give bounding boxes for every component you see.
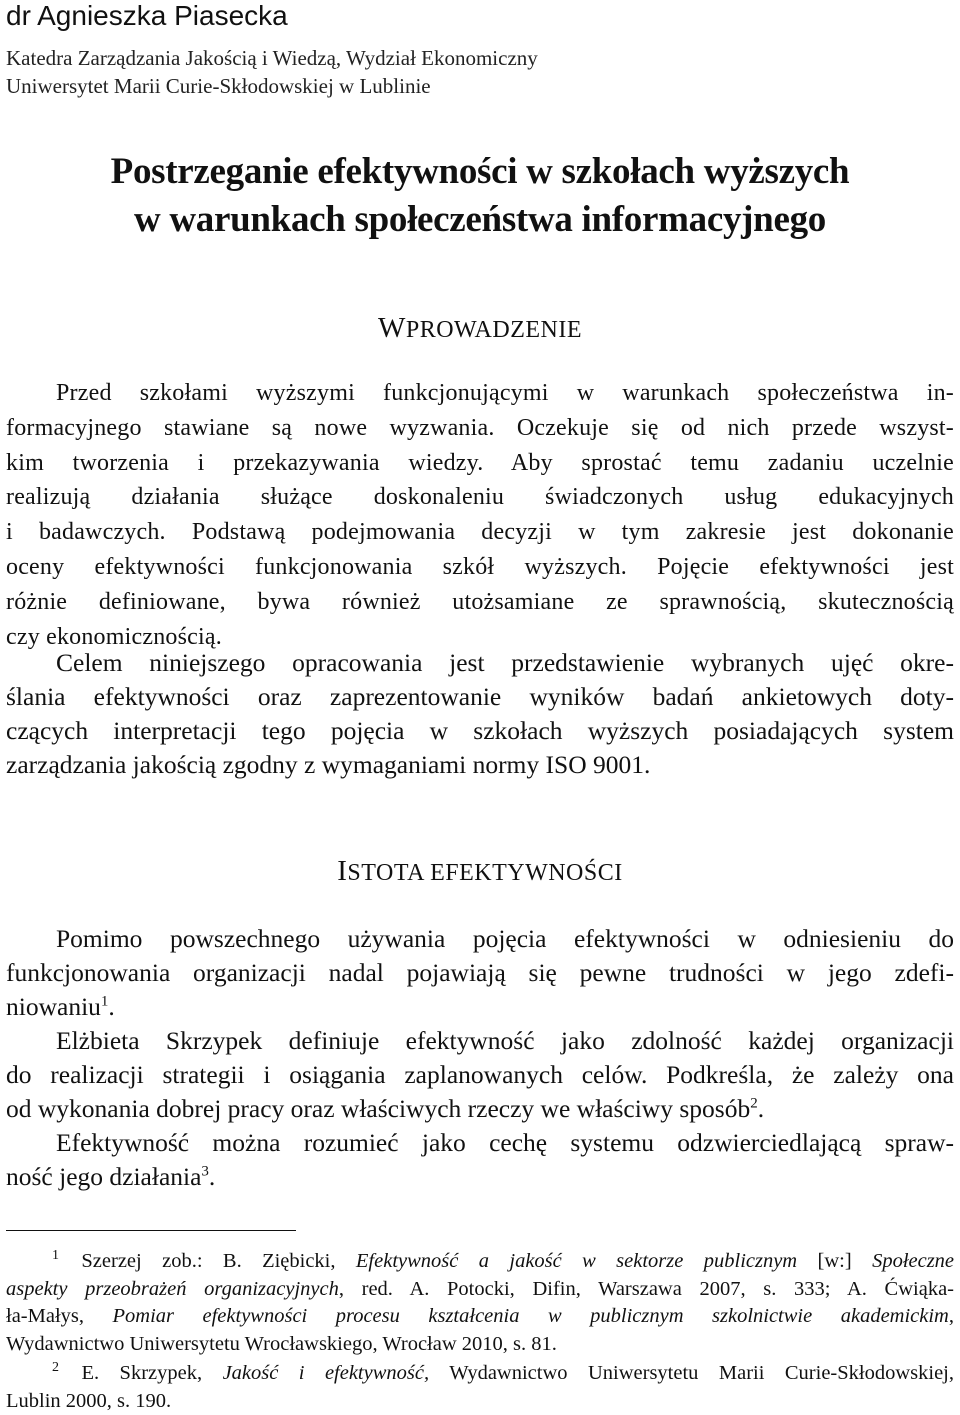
text-line: ność jego działania$^3$. [6, 1162, 954, 1196]
footnote-line: Wydawnictwo Uniwersytetu Wrocławskiego, Wrocław 2010, s. 81. [6, 1331, 954, 1359]
text-fragment: od wykonania dobrej pracy oraz właściwych rzeczy we właściwy sposób [6, 1094, 750, 1123]
footnote-line [6, 1303, 954, 1331]
text-line: czy ekonomicznością. [6, 624, 954, 659]
citation-title: Społeczne [872, 1250, 954, 1272]
citation-title: Pomiar efektywności procesu kształcenia w publicznym szkolnictwie akademickim [113, 1305, 949, 1327]
heading-rest: STOTA EFEKTYWNOŚCI [347, 860, 622, 886]
heading-initial: I [337, 855, 347, 887]
text-line: Elżbieta Skrzypek definiuje efektywność jako zdolność każdej organizacji [6, 1026, 954, 1060]
footnote-2 [6, 1360, 954, 1415]
footnote-ref: 1 [101, 994, 109, 1010]
footnote-line [6, 1276, 954, 1304]
author-name: dr Agnieszka Piasecka [6, 0, 288, 32]
affiliation-line: Uniwersytet Marii Curie-Skłodowskiej w Lublinie [6, 72, 538, 100]
text-line: od wykonania dobrej pracy oraz właściwych rzeczy we właściwy sposób$^2$. [6, 1094, 954, 1128]
paper-title [6, 148, 954, 244]
text-fragment: , red. A. Potocki, Difin, Warszawa 2007, s. 333; A. Ćwiąka- [339, 1278, 954, 1300]
section-heading-essence [6, 855, 954, 888]
text-fragment: ność jego działania [6, 1162, 201, 1191]
text-line: różnie definiowane, bywa również utożsamiane ze sprawnością, skutecznością [6, 589, 954, 624]
text-line: ślania efektywności oraz zaprezentowanie wyników badań ankietowych doty- [6, 682, 954, 716]
heading-rest: PROWADZENIE [406, 317, 582, 343]
text-line: niowaniu$^1$. [6, 992, 954, 1026]
affiliation [6, 44, 538, 100]
footnote-mark: 2 [52, 1360, 59, 1375]
text-line: kim tworzenia i przekazywania wiedzy. Aby sprostać temu zadaniu uczelnie [6, 450, 954, 485]
text-line: Efektywność można rozumieć jako cechę systemu odzwierciedlającą spraw- [6, 1128, 954, 1162]
title-line: Postrzeganie efektywności w szkołach wyższych [6, 148, 954, 196]
citation-title: Efektywność a jakość w sektorze publicznym [356, 1250, 797, 1272]
text-line: formacyjnego stawiane są nowe wyzwania. Oczekuje się od nich przede wszyst- [6, 415, 954, 450]
affiliation-line: Katedra Zarządzania Jakością i Wiedzą, Wydział Ekonomiczny [6, 44, 538, 72]
footnote-1 [6, 1248, 954, 1358]
text-line: realizują działania służące doskonaleniu świadczonych usług edukacyjnych [6, 484, 954, 519]
text-line: do realizacji strategii i osiągania zaplanowanych celów. Podkreśla, że zależy ona [6, 1060, 954, 1094]
footnote-ref: 3 [201, 1164, 209, 1180]
text-line: Przed szkołami wyższymi funkcjonującymi w warunkach społeczeństwa in- [6, 380, 954, 415]
paragraph-intro [6, 380, 954, 658]
text-fragment: [w:] [818, 1250, 852, 1272]
heading-initial: W [378, 312, 406, 344]
text-fragment: ła-Małys, [6, 1305, 84, 1327]
text-line: Pomimo powszechnego używania pojęcia efektywności w odniesieniu do [6, 924, 954, 958]
footnote-ref: 2 [750, 1096, 758, 1112]
paragraph-essence [6, 924, 954, 1196]
footnote-separator [6, 1230, 296, 1231]
title-line: w warunkach społeczeństwa informacyjnego [6, 196, 954, 244]
citation-title: aspekty przeobrażeń organizacyjnych [6, 1278, 339, 1300]
footnote-mark: 1 [52, 1248, 59, 1263]
footnote-line: Lublin 2000, s. 190. [6, 1388, 954, 1415]
footnote-line [6, 1360, 954, 1388]
citation-title: Jakość i efektywność, [223, 1362, 430, 1384]
text-fragment: niowaniu [6, 992, 101, 1021]
text-fragment: Wydawnictwo Uniwersytetu Marii Curie-Skłodowskiej, [449, 1362, 954, 1384]
text-line: oceny efektywności funkcjonowania szkół wyższych. Pojęcie efektywności jest [6, 554, 954, 589]
footnote-line [6, 1248, 954, 1276]
text-line: i badawczych. Podstawą podejmowania decyzji w tym zakresie jest dokonanie [6, 519, 954, 554]
text-fragment: E. Skrzypek, [81, 1362, 202, 1384]
paragraph-aim [6, 648, 954, 784]
text-fragment: , [949, 1305, 954, 1327]
text-line: funkcjonowania organizacji nadal pojawiają się pewne trudności w jego zdefi- [6, 958, 954, 992]
text-line: zarządzania jakością zgodny z wymaganiami normy ISO 9001. [6, 750, 954, 784]
text-line: czących interpretacji tego pojęcia w szkołach wyższych posiadających system [6, 716, 954, 750]
section-heading-introduction [6, 312, 954, 345]
text-fragment: Szerzej zob.: B. Ziębicki, [81, 1250, 335, 1272]
text-line: Celem niniejszego opracowania jest przedstawienie wybranych ujęć okre- [6, 648, 954, 682]
